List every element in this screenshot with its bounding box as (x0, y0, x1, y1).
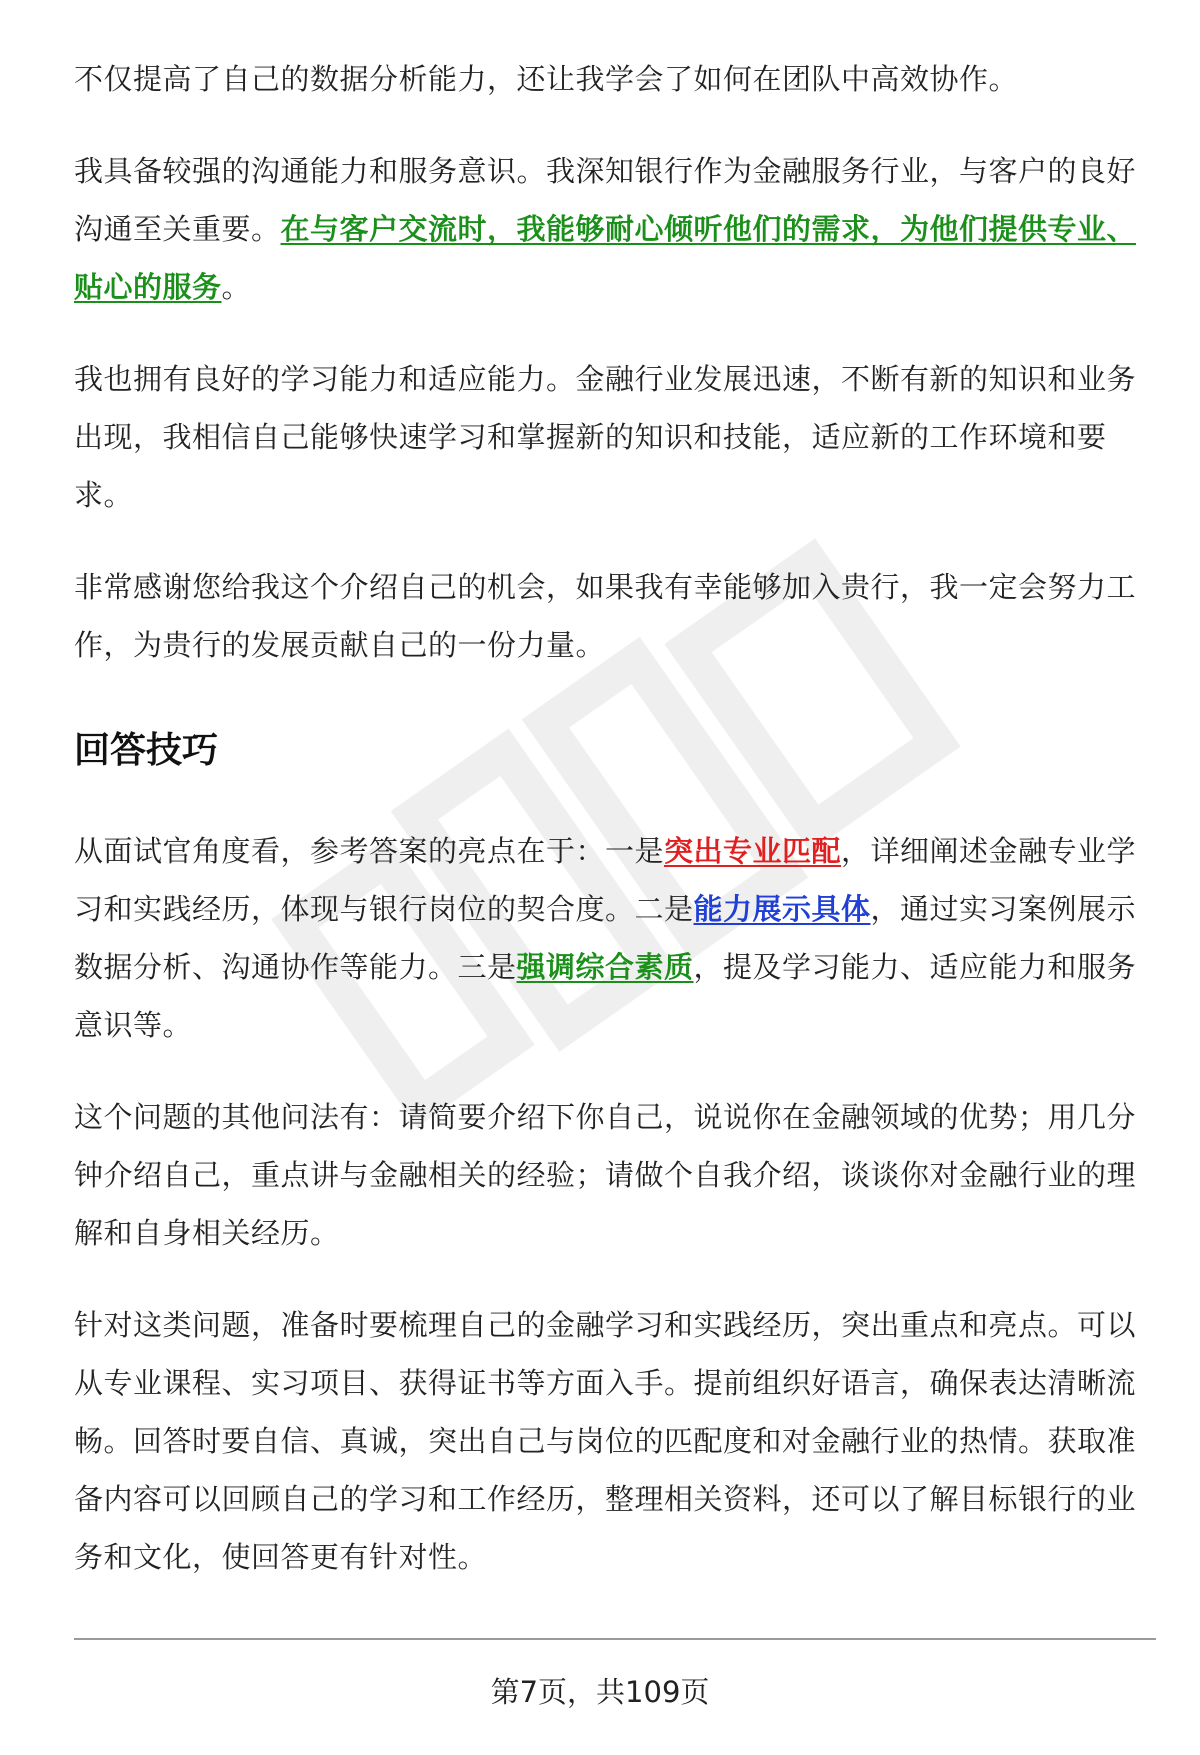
footer-divider (74, 1638, 1156, 1640)
paragraph-text: ，通过实习案例展示数据分析、沟通协作等能力。三是 (74, 892, 1137, 984)
paragraph (74, 1088, 1146, 1262)
paragraph-text: ，详细阐述金融专业学习和实践经历，体现与银行岗位的契合度。二是 (74, 834, 1137, 926)
paragraph-text: 我也拥有良好的学习能力和适应能力。金融行业发展迅速，不断有新的知识和业务出现，我相信自己能够快速学习和掌握新的知识和技能，适应新的工作环境和要求。 (74, 362, 1137, 512)
document-body (74, 50, 1146, 1620)
paragraph (74, 50, 1146, 108)
paragraph-text: ，提及学习能力、适应能力和服务意识等。 (74, 950, 1137, 1042)
paragraph (74, 558, 1146, 674)
paragraph-text: 我具备较强的沟通能力和服务意识。我深知银行作为金融服务行业，与客户的良好沟通至关重要。 (74, 154, 1137, 246)
section-heading: 回答技巧 (74, 730, 219, 771)
paragraph-text: 不仅提高了自己的数据分析能力，还让我学会了如何在团队中高效协作。 (74, 62, 1019, 96)
paragraph (74, 350, 1146, 524)
highlight-text: 能力展示具体 (693, 892, 871, 926)
paragraph-text: 从面试官角度看，参考答案的亮点在于：一是 (74, 834, 665, 868)
paragraph-text: 。 (221, 270, 252, 304)
highlight-text: 强调综合素质 (516, 950, 694, 984)
paragraph (74, 822, 1146, 1054)
paragraph-text: 针对这类问题，准备时要梳理自己的金融学习和实践经历，突出重点和亮点。可以从专业课程、实习项目、获得证书等方面入手。提前组织好语言，确保表达清晰流畅。回答时要自信、真诚，突出自己与岗位的匹配度和对金融行业的热情。获取准备内容可以回顾自己的学习和工作经历，整理相关资料，还可以了解目标银行的业务和文化，使回答更有针对性。 (74, 1308, 1137, 1574)
highlight-text: 突出专业匹配 (664, 834, 842, 868)
paragraph-text: 这个问题的其他问法有：请简要介绍下你自己，说说你在金融领域的优势；用几分钟介绍自己，重点讲与金融相关的经验；请做个自我介绍，谈谈你对金融行业的理解和自身相关经历。 (74, 1100, 1137, 1250)
page-number: 第7页，共109页 (490, 1675, 710, 1709)
intro-paragraphs (74, 50, 1146, 674)
paragraph-text: 非常感谢您给我这个介绍自己的机会，如果我有幸能够加入贵行，我一定会努力工作，为贵行的发展贡献自己的一份力量。 (74, 570, 1137, 662)
tips-paragraphs (74, 822, 1146, 1586)
highlight-text: 在与客户交流时，我能够耐心倾听他们的需求，为他们提供专业、贴心的服务 (74, 212, 1137, 304)
paragraph (74, 142, 1146, 316)
paragraph (74, 1296, 1146, 1586)
